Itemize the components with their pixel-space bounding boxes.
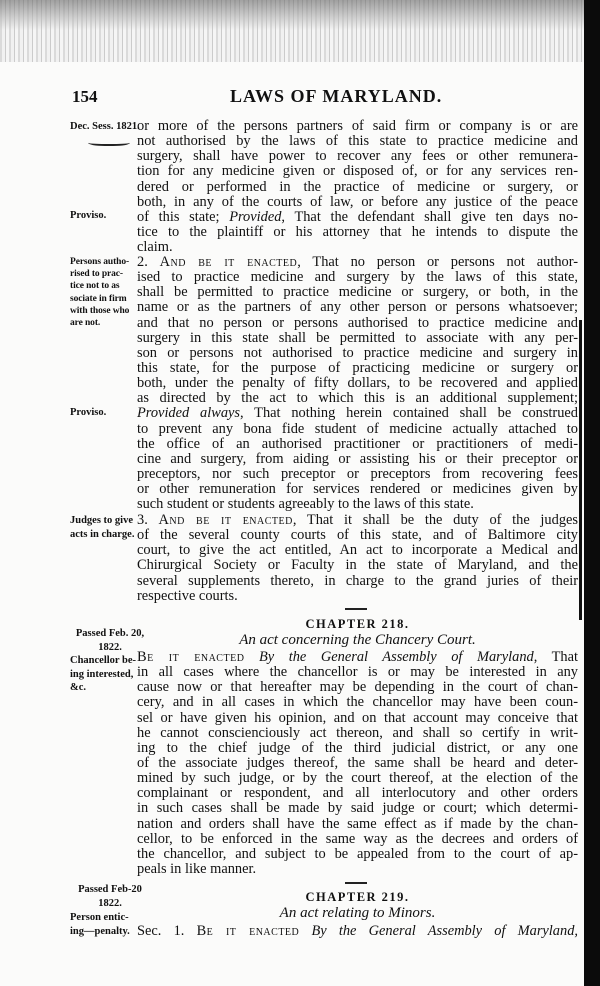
note-line: sociate in firm — [70, 293, 127, 304]
italic-text: Provided — [229, 208, 282, 225]
chapter-219-heading — [137, 890, 578, 922]
text-line: or more of the persons partners of said firm or company is or are — [137, 118, 578, 134]
text-line: he cannot conscienciously act thereon, and shall so certify in writ- — [137, 724, 578, 741]
text-line: as directed by the act to which this is an additional supplement; — [137, 390, 578, 407]
text-line: both, under the penalty of fifty dollars, to be recovered and applied — [137, 375, 578, 392]
text-line: of the associate judges thereof, the same shall be heard and deter- — [137, 754, 578, 771]
text-line — [137, 650, 578, 665]
brace-mark — [88, 138, 130, 146]
note-line: ing interested, — [70, 668, 134, 680]
text-line: name or as the partners of any other person or persons whatsoever; — [137, 299, 578, 316]
margin-note-judges — [70, 514, 134, 541]
text-line: ing to the chief judge of the third judicial district, or any one — [137, 739, 578, 756]
text-segment — [244, 649, 259, 665]
section-2 — [137, 255, 578, 512]
text-line: nation and orders shall have the same effect as if made by the chan- — [137, 815, 578, 832]
note-line: Passed Feb-20 — [78, 884, 142, 895]
text-line: dered or performed in the practice of medicine or surgery, or — [137, 178, 578, 195]
text-line: tion for any medicine given or disposed of, or for any services ren- — [137, 163, 578, 180]
text-segment: 2. — [137, 254, 160, 270]
text-line: in all cases where the chancellor is or may be interested in any — [137, 664, 578, 681]
text-line: ised to practice medicine and surgery by the laws of this state, — [137, 269, 578, 286]
margin-note-minors — [70, 911, 130, 938]
text-line — [137, 924, 578, 939]
note-line: are not. — [70, 318, 101, 329]
enacting-clause: Be it enacted — [196, 923, 300, 939]
text-line: the office of an authorised practitioner or practitioners of medi- — [137, 435, 578, 452]
text-line: surgery in this state shall be permitted to associate with any per- — [137, 329, 578, 346]
text-line: cellor, to be enforced in the same way as the decrees and orders of — [137, 830, 578, 847]
text-line: mined by such judge, or by the court thereof, at the election of the — [137, 770, 578, 787]
enacting-clause: Be it enacted — [137, 649, 245, 665]
text-line: respective courts. — [137, 587, 238, 604]
note-line: rised to prac- — [70, 269, 123, 280]
enacting-clause: And be it enacted — [159, 254, 298, 270]
margin-note-proviso: Proviso. — [70, 210, 107, 221]
chapter-219-body — [137, 924, 578, 939]
text-line: in such cases shall be made by said judge or court; which determi- — [137, 800, 578, 817]
note-line: 1822. — [98, 897, 122, 909]
note-line: with those who — [70, 305, 130, 316]
chapter-218-heading — [137, 617, 578, 649]
text-segment — [299, 923, 311, 939]
text-line: such student or students agreeably to the laws of this state. — [137, 496, 474, 513]
text-line: to prevent any bona fide student of medicine actually attached to — [137, 420, 578, 437]
margin-note-proviso: Proviso. — [70, 407, 107, 418]
page-number: 154 — [72, 87, 98, 106]
text-line — [137, 406, 578, 421]
scan-shadow-top — [0, 0, 600, 30]
text-line: or other remuneration for services rendered or medicines given by — [137, 481, 578, 498]
note-line: Chancellor be- — [70, 655, 137, 666]
text-line — [137, 513, 578, 528]
text-segment: , That no person or persons not author- — [297, 254, 579, 270]
text-line: cine and surgery, from aiding or assisting his or their preceptor or — [137, 450, 578, 467]
chapter-title: An act relating to Minors. — [279, 905, 436, 921]
italic-text: Provided always — [137, 405, 241, 422]
note-line: tice not to as — [70, 281, 120, 292]
margin-note-persons — [70, 256, 129, 329]
note-line: 1822. — [98, 641, 122, 653]
note-line: Persons autho- — [70, 257, 130, 267]
text-segment: , That nothing herein contained shall be construed — [240, 405, 579, 422]
scan-edge-right — [584, 0, 600, 986]
note-line: ing—penalty. — [70, 925, 130, 937]
note-line: acts in charge. — [70, 528, 135, 540]
text-segment: , That the defendant shall give ten days no- — [281, 208, 578, 225]
text-line: surgery, shall have power to recover any fees or other remunera- — [137, 148, 578, 165]
text-segment: 3. — [137, 512, 159, 528]
running-title: LAWS OF MARYLAND. — [230, 86, 443, 106]
text-line: not authorised by the laws of this state to practice medicine and — [137, 133, 578, 150]
text-line: court, to give the act entitled, An act to incorporate a Medical and — [137, 542, 578, 559]
section-divider — [345, 608, 367, 610]
note-line: Person entic- — [70, 912, 129, 923]
text-line: cause now or that hereafter may be depending in the court of chan- — [137, 679, 578, 696]
text-line: of the several county courts of this state, and of Baltimore city — [137, 527, 578, 544]
text-line: sel or have given his opinion, and on that account may conceive that — [137, 709, 578, 726]
text-line: peals in like manner. — [137, 860, 257, 877]
chapter-number: CHAPTER 219. — [305, 890, 410, 904]
text-line: and that no person or persons authorised to practice medicine and — [137, 314, 578, 331]
section-1-end — [137, 119, 578, 255]
text-segment: , That — [533, 649, 578, 665]
note-line: &c. — [70, 682, 87, 693]
text-line: son or persons not authorised to practice medicine and surgery in — [137, 344, 578, 361]
text-segment: , That it shall be the duty of the judges — [292, 512, 579, 528]
text-line: the chancellor, and subject to be appealed from to the court of ap- — [137, 845, 578, 862]
text-segment: Sec. 1. — [137, 923, 197, 939]
text-line: both, in any of the courts of law, or before any justice of the peace — [137, 193, 578, 210]
text-line: tice to the plaintiff or his attorney that he intends to dispute the — [137, 223, 578, 240]
margin-note-chancellor — [70, 654, 136, 695]
text-line — [137, 210, 578, 225]
italic-text: By the General Assembly of Maryland, — [311, 923, 578, 939]
text-line: this state, for the purpose of practicing medicine or surgery or — [137, 359, 578, 376]
text-line — [137, 255, 578, 270]
italic-text: By the General Assembly of Maryland — [258, 649, 534, 665]
chapter-218-body — [137, 650, 578, 877]
chapter-title: An act concerning the Chancery Court. — [239, 632, 476, 648]
text-line: complainant or respondent, and all interlocutory and other orders — [137, 785, 578, 802]
text-line: several supplements thereto, in charge to the grand juries of their — [137, 572, 578, 589]
section-3 — [137, 513, 578, 604]
text-line: cery, and in all cases in which the chancellor may have been coun- — [137, 694, 578, 711]
text-line: claim. — [137, 239, 173, 256]
note-line: Judges to give — [70, 515, 133, 526]
text-line: preceptors, nor such preceptor or preceptors from recovering fees — [137, 465, 578, 482]
chapter-number: CHAPTER 218. — [305, 617, 410, 631]
scan-gutter-line — [579, 320, 582, 620]
text-line: shall be permitted to practice medicine or surgery, or both, in the — [137, 284, 578, 301]
section-divider — [345, 882, 367, 884]
enacting-clause: And be it enacted — [158, 512, 293, 528]
margin-note-session: Dec. Sess. 1821. — [70, 121, 140, 132]
text-line: Chirurgical Society or Faculty in the state of Maryland, and the — [137, 557, 578, 574]
note-line: Passed Feb. 20, — [75, 628, 145, 639]
text-segment: of this state; — [137, 208, 230, 225]
